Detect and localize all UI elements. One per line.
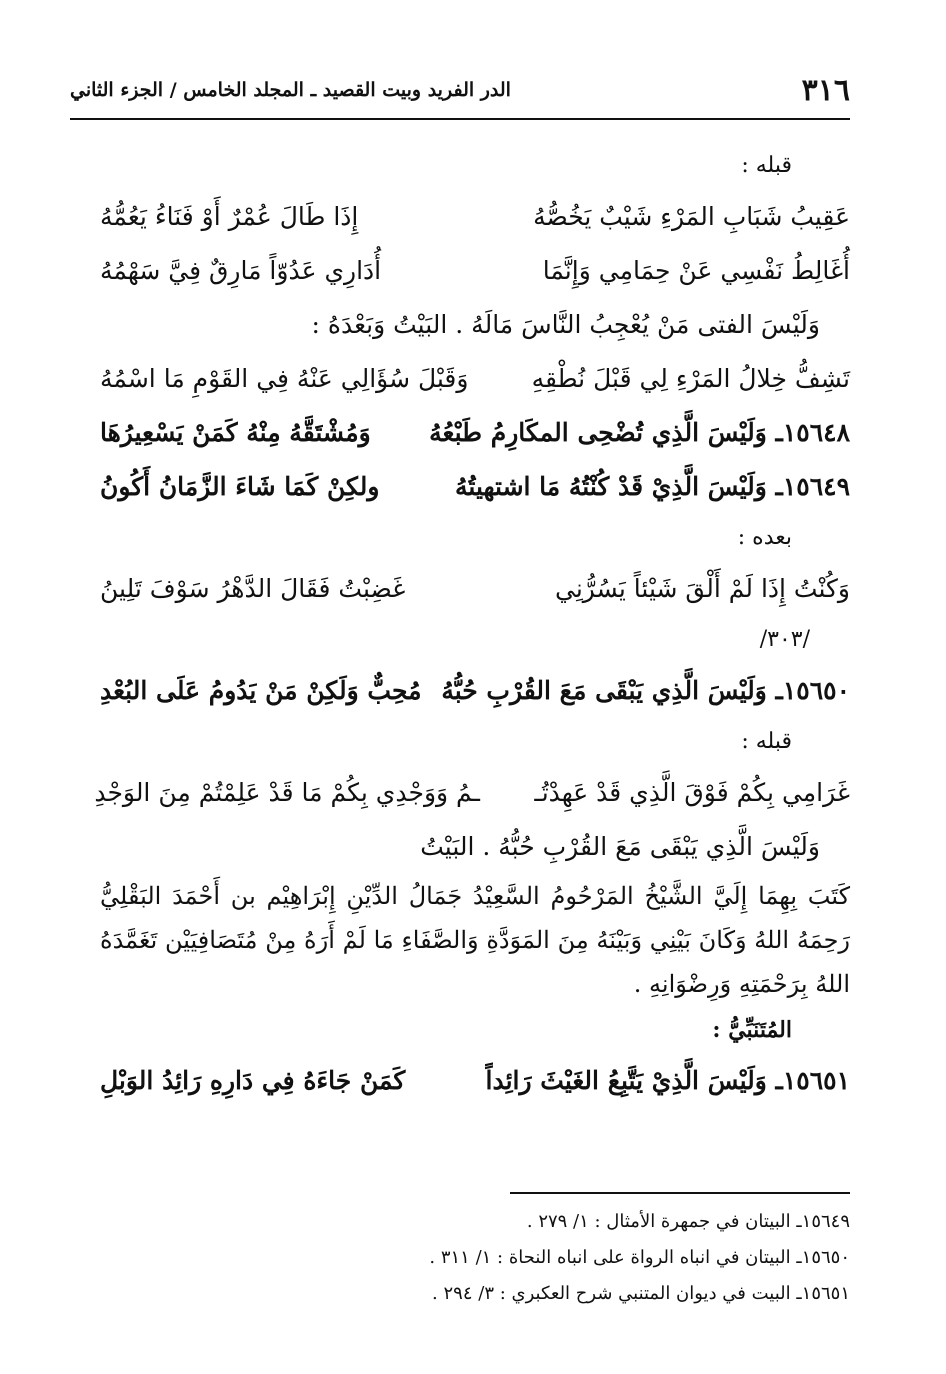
header-rule [70, 118, 850, 120]
hemistich-second: وَقَبْلَ سُؤَالِي عَنْهُ فِي القَوْمِ مَا اسْمُهُ [100, 364, 469, 393]
label-after: بعده : [737, 524, 792, 550]
hemistich-first: ١٥٦٤٩ـ وَلَيْسَ الَّذِيْ قَدْ كُنْتُهُ مَا اشتهيتُهُ [455, 472, 850, 501]
numbered-verse-15651 [100, 1054, 850, 1108]
prose-line: وَلَيْسَ الَّذِي يَبْقَى مَعَ القُرْبِ حُبُّهُ . البَيْتُ [420, 832, 820, 861]
hemistich-second: غَضِبْتُ فَقَالَ الدَّهْرُ سَوْفَ تَلِينُ [100, 574, 406, 603]
commentary-paragraph: كَتَبَ بِهِمَا إِلَيَّ الشَّيْخُ المَرْحُومُ السَّعِيْدُ جَمَالُ الدِّيْنِ إِبْرَاهِيْم بن أَحْمَدَ البَقْلِيُّ رَحِمَهُ اللهُ وَكَانَ بَيْنِي وَبَيْنَهُ مِنَ المَوَدَّةِ وَالصَّفَاءِ مَا لَمْ أَرَهُ مِنْ مُتَصَافِيَيْن تَغَمَّدَهُ اللهُ بِرَحْمَتِهِ وَرِضْوَانِهِ . [100, 882, 850, 998]
hemistich-second: ـمُ وَوَجْدِي بِكُمْ مَا قَدْ عَلِمْتُمْ مِنَ الوَجْدِ [94, 778, 480, 807]
verse-line [94, 766, 850, 820]
footnote: ١٥٦٥١ـ البيت في ديوان المتنبي شرح العكبري : ٣/ ٢٩٤ . [432, 1283, 850, 1304]
hemistich-first: عَقِيبُ شَبَابِ المَرْءِ شَيْبٌ يَخُصُّهُ [533, 202, 850, 231]
hemistich-second: أُدَارِي عَدُوّاً مَارِقٌ فِيَّ سَهْمُهُ [100, 256, 382, 285]
page-header [70, 70, 850, 110]
hemistich-first: تَشِفُّ خِلالُ المَرْءِ لِي قَبْلَ نُطْقِهِ [531, 364, 850, 393]
hemistich-first: ١٥٦٥١ـ وَلَيْسَ الَّذِيْ يَتَّبِعُ الغَيْثَ رَائِداً [485, 1066, 850, 1095]
verse-line [100, 190, 850, 244]
hemistich-first: ١٥٦٤٨ـ وَلَيْسَ الَّذِي تُضْحِى المكَارِمُ طَبْعُهُ [429, 418, 850, 447]
hemistich-second: مُحِبٌّ وَلَكِنْ مَنْ يَدُومُ عَلَى البُعْدِ [100, 676, 422, 705]
hemistich-first: أُغَالِطُ نَفْسِي عَنْ حِمَامِي وَإِنَّمَا [542, 256, 850, 285]
running-title: الدر الفريد وبيت القصيد ـ المجلد الخامس / الجزء الثاني [70, 79, 511, 101]
numbered-verse-15650 [100, 664, 850, 718]
numbered-verse-15648 [100, 406, 850, 460]
hemistich-first: ١٥٦٥٠ـ وَلَيْسَ الَّذِي يَبْقَى مَعَ القُرْبِ حُبُّهُ [441, 676, 850, 705]
hemistich-second: وَمُشْتَقَّهُ مِنْهُ كَمَنْ يَسْعِيرُهَا [100, 418, 371, 447]
page-number: ٣١٦ [801, 72, 850, 108]
label-before: قبله : [741, 728, 792, 754]
footnotes [100, 1204, 850, 1312]
verse-line [100, 352, 850, 406]
footnote: ١٥٦٥٠ـ البيتان في انباه الرواة على انباه النحاة : ١/ ٣١١ . [429, 1247, 850, 1268]
main-text [94, 142, 850, 1108]
prose-line: وَلَيْسَ الفتى مَنْ يُعْجِبُ النَّاسَ مَالَهُ . البَيْتُ وَبَعْدَهُ : [311, 310, 820, 339]
hemistich-first: وَكُنْتُ إِذَا لَمْ أَلْقَ شَيْئاً يَسُرُّنِي [555, 574, 850, 603]
source-page-ref: /٣٠٣/ [759, 626, 810, 652]
hemistich-second: ولكِنْ كَمَا شَاءَ الزَّمَانُ أَكُونُ [100, 472, 380, 501]
verse-line [100, 244, 850, 298]
footnote: ١٥٦٤٩ـ البيتان في جمهرة الأمثال : ١/ ٢٧٩ . [526, 1211, 850, 1232]
footnote-rule [510, 1192, 850, 1194]
hemistich-second: إِذَا طَالَ عُمْرٌ أَوْ فَنَاءُ يَعُمُّهُ [100, 202, 359, 231]
label-before: قبله : [741, 152, 792, 178]
hemistich-second: كَمَنْ جَاءَهُ فِي دَارِهِ رَائِدُ الوَبْلِ [100, 1066, 406, 1095]
hemistich-first: غَرَامِي بِكُمْ فَوْقَ الَّذِي قَدْ عَهِدْتُـ [534, 778, 850, 807]
numbered-verse-15649 [100, 460, 850, 514]
verse-line [100, 562, 850, 616]
poet-label: المُتَنَبِّيُّ : [712, 1016, 792, 1043]
